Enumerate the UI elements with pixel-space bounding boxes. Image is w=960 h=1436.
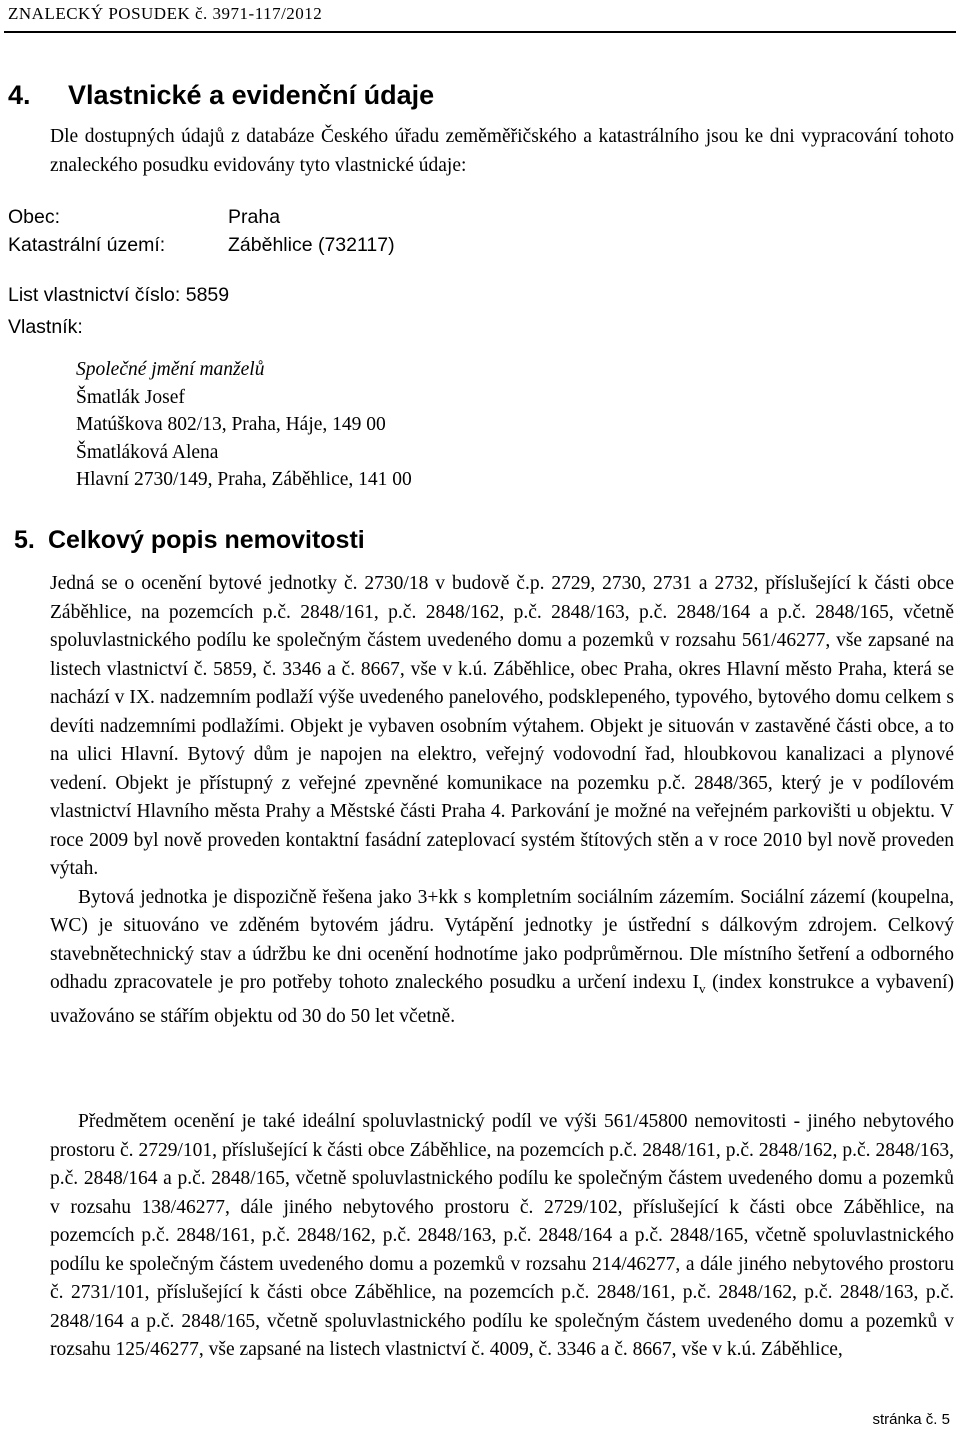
paragraph-1: Jedná se o ocenění bytové jednotky č. 2730/18 v budově č.p. 2729, 2730, 2731 a 2732, příslušející k části obce Záběhlice, na pozemcích p.č. 2848/161, p.č. 2848/162, p.č. 2848/163, p.č. 2848/164 a p.č. 2848/165, včetně spoluvlastnického podílu ke společným částem uvedeného domu a pozemků v rozsahu 561/46277, vše zapsané na listech vlastnictví č. 5859, č. 3346 a č. 8667, vše v k.ú. Záběhlice, obec Praha, okres Hlavní město Praha, která se nachází v IX. nadzemním podlaží výše uvedeného panelového, podsklepeného, typového, bytového domu celkem s devíti nadzemními podlažími. Objekt je vybaven osobním výtahem. Objekt je situován v zastavěné části obce, a to na ulici Hlavní. Bytový dům je napojen na elektro, veřejný vodovodní řad, hloubkovou kanalizaci a plynové vedení. Objekt je přístupný z veřejné zpevněné komunikace na pozemku p.č. 2848/365, který je v podílovém vlastnictví Hlavního města Prahy a Městské části Praha 4. Parkování je možné na veřejném parkovišti u objektu. V roce 2009 byl nově proveden kontaktní fasádní zateplovací systém štítových stěn a v roce 2010 byl nově proveden výtah.: [50, 573, 954, 879]
section-5-body: [50, 570, 954, 1032]
section-4-title: Vlastnické a evidenční údaje: [68, 80, 435, 110]
paragraph-2: [50, 884, 954, 1032]
section-5-heading: [14, 526, 365, 555]
section-4-heading: [8, 80, 434, 111]
owner-line: Společné jmění manželů: [76, 359, 265, 380]
lv-label: List vlastnictví číslo:: [8, 284, 181, 306]
section-5-number: 5.: [14, 526, 35, 554]
owner-line: Hlavní 2730/149, Praha, Záběhlice, 141 00: [76, 469, 412, 490]
paragraph-3: Předmětem ocenění je také ideální spoluvlastnický podíl ve výši 561/45800 nemovitosti - jiného nebytového prostoru č. 2729/101, příslušející k části obce Záběhlice, na pozemcích p.č. 2848/161, p.č. 2848/162, p.č. 2848/163, p.č. 2848/164 a p.č. 2848/165, včetně spoluvlastnického podílu ke společným částem uvedeného domu a pozemků v rozsahu 138/46277, dále jiného nebytového prostoru č. 2729/102, příslušející k části obce Záběhlice, na pozemcích p.č. 2848/161, p.č. 2848/162, p.č. 2848/163, p.č. 2848/164 a p.č. 2848/165, včetně spoluvlastnického podílu ke společným částem uvedeného domu a pozemků v rozsahu 214/46277, a dále jiného nebytového prostoru č. 2731/101, příslušející k části obce Záběhlice, na pozemcích p.č. 2848/161, p.č. 2848/162, p.č. 2848/163, p.č. 2848/164 a p.č. 2848/165, včetně spoluvlastnického podílu ke společným částem uvedeného domu a pozemků v rozsahu 125/46277, vše zapsané na listech vlastnictví č. 4009, č. 3346 a č. 8667, vše v k.ú. Záběhlice,: [50, 1111, 954, 1360]
page-number: stránka č. 5: [872, 1411, 950, 1428]
section-5-title: Celkový popis nemovitosti: [48, 526, 365, 554]
section-4-number: 4.: [8, 80, 31, 110]
owner-line: Šmatláková Alena: [76, 441, 219, 463]
header-divider: [4, 31, 956, 33]
lv-row: [8, 284, 229, 307]
owner-line: Matúškova 802/13, Praha, Háje, 149 00: [76, 414, 386, 435]
owner-line: Šmatlák Josef: [76, 386, 185, 408]
ku-label: Katastrální území:: [8, 234, 166, 256]
paragraph-2-subscript: v: [698, 980, 706, 996]
lv-value: 5859: [185, 284, 230, 306]
section-4-intro: Dle dostupných údajů z databáze Českého úřadu zeměměřičského a katastrálního jsou ke dni vypracování tohoto znaleckého posudku evidovány tyto vlastnické údaje:: [50, 126, 954, 176]
document-header-title: ZNALECKÝ POSUDEK č. 3971-117/2012: [8, 4, 323, 23]
obec-label: Obec:: [8, 206, 61, 228]
paragraph-2-text-b: (index konstrukce a vybavení) uvažováno se stářím objektu od 30 do 50 let včetně.: [50, 972, 954, 1028]
owner-label: Vlastník:: [8, 316, 83, 338]
paragraph-2-text-a: Bytová jednotka je dispozičně řešena jako 3+kk s kompletním sociálním zázemím. Sociální zázemí (koupelna, WC) je situováno ve zděném bytovém jádru. Vytápění jednotky je ústřední s dálkovým zdrojem. Celkový stavebnětechnický stav a údržbu ke dni ocenění hodnotíme jako podprůměrnou. Dle místního šetření a odborného odhadu zpracovatele je pro potřeby tohoto znaleckého posudku a určení indexu I: [50, 886, 954, 993]
ku-value: Záběhlice (732117): [228, 234, 395, 256]
owner-list: [76, 356, 412, 494]
obec-value: Praha: [228, 206, 281, 228]
section-5-body-continued: [50, 1108, 954, 1365]
